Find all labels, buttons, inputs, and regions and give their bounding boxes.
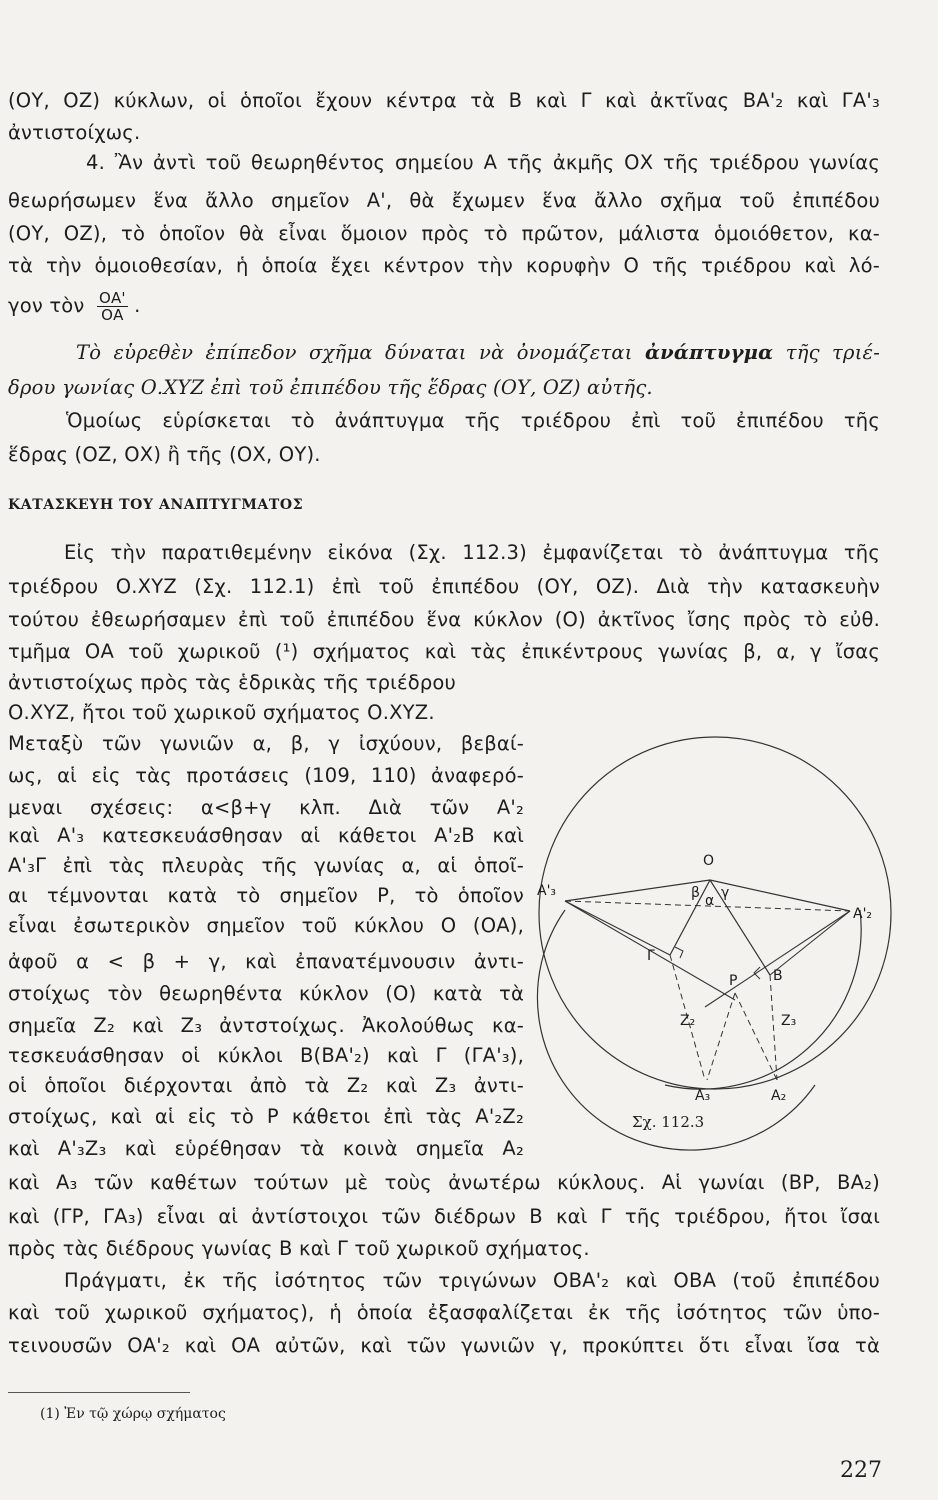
line-a3p-gamma bbox=[565, 901, 670, 955]
definition-line bbox=[76, 340, 880, 366]
definition-text: Τὸ εὑρεθὲν ἐπίπεδον σχῆμα δύναται νὰ ὀνομάζεται bbox=[76, 341, 633, 364]
text-line: καὶ Α₃ τῶν καθέτων τούτων μὲ τοὺς ἀνωτέρω κύκλους. Αἱ γωνίαι (ΒΡ, ΒΑ₂) bbox=[8, 1171, 880, 1194]
ratio-numerator: ΟΑ' bbox=[98, 289, 126, 307]
ratio-fraction bbox=[97, 290, 128, 323]
text-line: Εἰς τὴν παρατιθεμένην εἰκόνα (Σχ. 112.3) ἐμφανίζεται τὸ ἀνάπτυγμα τῆς bbox=[64, 541, 880, 564]
text-line: Μεταξὺ τῶν γωνιῶν α, β, γ ἰσχύουν, βεβαί- bbox=[8, 732, 524, 755]
definition-line: δρου γωνίας Ο.ΧΥΖ ἐπὶ τοῦ ἐπιπέδου τῆς ἕδρας (ΟΥ, ΟΖ) αὐτῆς. bbox=[8, 376, 653, 399]
text-line: καὶ (ΓΡ, ΓΑ₃) εἶναι αἱ ἀντίστοιχοι τῶν διέδρων Β καὶ Γ τῆς τριέδρου, ἤτοι ἴσαι bbox=[8, 1205, 880, 1228]
text-line: εἶναι ἐσωτερικὸν σημεῖον τοῦ κύκλου Ο (ΟΑ), bbox=[8, 914, 524, 937]
text-line: καὶ τοῦ χωρικοῦ σχήματος), ἡ ὁποία ἐξασφαλίζεται ἐκ τῆς ἰσότητος τῶν ὑπο- bbox=[8, 1301, 880, 1324]
text-line: ἕδρας (ΟΖ, ΟΧ) ἢ τῆς (ΟΧ, ΟΥ). bbox=[8, 443, 321, 466]
footnote-rule bbox=[8, 1392, 190, 1393]
text-line: καὶ Α'₃Ζ₃ καὶ εὑρέθησαν τὰ κοινὰ σημεῖα Α₂ bbox=[8, 1137, 524, 1160]
label-z2: Z₂ bbox=[680, 1013, 696, 1029]
text-line: στοίχως, καὶ αἱ εἰς τὸ Ρ κάθετοι ἐπὶ τὰς Α'₂Ζ₂ bbox=[8, 1105, 524, 1128]
text-line: Πράγματι, ἐκ τῆς ἰσότητος τῶν τριγώνων ΟΒΑ'₂ καὶ ΟΒΑ (τοῦ ἐπιπέδου bbox=[64, 1269, 880, 1292]
ratio-prefix: γον τὸν bbox=[8, 294, 85, 317]
text-line: τούτου ἐθεωρήσαμεν ἐπὶ τοῦ ἐπιπέδου ἕνα κύκλον (Ο) ἀκτῖνος ἴσης πρὸς τὸ εὐθ. bbox=[8, 608, 880, 631]
label-a2: A₂ bbox=[771, 1088, 787, 1104]
text-line: Ο.ΧΥΖ, ἤτοι τοῦ χωρικοῦ σχήματος Ο.ΧΥΖ. bbox=[8, 701, 435, 724]
section-heading: ΚΑΤΑΣΚΕΥΗ ΤΟΥ ΑΝΑΠΤΥΓΜΑΤΟΣ bbox=[8, 497, 304, 513]
text-line: (ΟΥ, ΟΖ), τὸ ὁποῖον θὰ εἶναι ὅμοιον πρὸς τὸ πρῶτον, μάλιστα ὁμοιόθετον, κα- bbox=[8, 222, 880, 245]
text-line: (ΟΥ, ΟΖ) κύκλων, οἱ ὁποῖοι ἔχουν κέντρα τὰ Β καὶ Γ καὶ ἀκτῖνας ΒΑ'₂ καὶ ΓΑ'₃ bbox=[8, 89, 880, 112]
line-o-a2p bbox=[710, 880, 850, 911]
right-angle-mark bbox=[675, 947, 683, 958]
text-line: ἀντιστοίχως. bbox=[8, 121, 141, 144]
definition-text: τῆς τριέ- bbox=[785, 341, 881, 364]
figure-caption: Σχ. 112.3 bbox=[632, 1113, 705, 1131]
circle-b bbox=[665, 910, 861, 1089]
text-line: Α'₃Γ ἐπὶ τὰς πλευρὰς τῆς γωνίας α, αἱ ὁποῖ- bbox=[8, 854, 524, 877]
text-line: ως, αἱ εἰς τὰς προτάσεις (109, 110) ἀναφερό- bbox=[8, 764, 524, 787]
text-line: τεινουσῶν ΟΑ'₂ καὶ ΟΑ αὐτῶν, καὶ τῶν γωνιῶν γ, προκύπτει ὅτι εἶναι ἴσα τὰ bbox=[8, 1334, 880, 1357]
text-line: ἀφοῦ α < β + γ, καὶ ἐπανατέμνουσιν ἀντι- bbox=[8, 950, 524, 973]
line-p-a3 bbox=[707, 993, 735, 1080]
text-line: τμῆμα ΟΑ τοῦ χωρικοῦ (¹) σχήματος καὶ τὰς ἐπικέντρους γωνίας β, α, γ ἴσας bbox=[8, 640, 880, 663]
line-a2p-z2 bbox=[705, 911, 850, 1007]
label-p: P bbox=[729, 973, 738, 989]
label-b: B bbox=[773, 968, 783, 984]
definition-term: ἀνάπτυγμα bbox=[644, 341, 774, 364]
line-o-a3p bbox=[565, 880, 710, 901]
footnote: (1) Ἐν τῷ χώρῳ σχήματος bbox=[40, 1406, 226, 1422]
text-line: καὶ Α'₃ κατεσκευάσθησαν αἱ κάθετοι Α'₂Β καὶ bbox=[8, 824, 524, 847]
text-line: μεναι σχέσεις: α<β+γ κλπ. Διὰ τῶν Α'₂ bbox=[8, 796, 524, 819]
text-line: τριέδρου Ο.ΧΥΖ (Σχ. 112.1) ἐπὶ τοῦ ἐπιπέδου (ΟΥ, ΟΖ). Διὰ τὴν κατασκευὴν bbox=[8, 575, 880, 598]
label-alpha: α bbox=[705, 893, 715, 909]
text-line: σημεῖα Ζ₂ καὶ Ζ₃ ἀντστοίχως. Ἀκολούθως κα- bbox=[8, 1014, 524, 1037]
circle-o bbox=[539, 737, 891, 1089]
line-o-gamma bbox=[670, 880, 710, 955]
label-beta: β bbox=[691, 885, 700, 901]
text-line: στοίχως τὸν θεωρηθέντα κύκλον (Ο) κατὰ τὰ bbox=[8, 982, 524, 1005]
text-line: 4. Ἂν ἀντὶ τοῦ θεωρηθέντος σημείου Α τῆς ἀκμῆς ΟΧ τῆς τριέδρου γωνίας bbox=[86, 151, 880, 174]
text-line: ἀντιστοίχως πρὸς τὰς ἑδρικὰς τῆς τριέδρου bbox=[8, 671, 457, 694]
text-line: πρὸς τὰς διέδρους γωνίας Β καὶ Γ τοῦ χωρικοῦ σχήματος. bbox=[8, 1237, 590, 1260]
line-a2p-b bbox=[770, 911, 850, 975]
text-line: θεωρήσωμεν ἕνα ἄλλο σημεῖον Α', θὰ ἔχωμεν ἕνα ἄλλο σχῆμα τοῦ ἐπιπέδου bbox=[8, 189, 880, 212]
text-line: τὰ τὴν ὁμοιοθεσίαν, ἡ ὁποία ἔχει κέντρον τὴν κορυφὴν Ο τῆς τριέδρου καὶ λό- bbox=[8, 254, 880, 277]
line-b-a2 bbox=[770, 975, 777, 1080]
ratio-suffix: . bbox=[134, 294, 141, 317]
page-number: 227 bbox=[840, 1458, 882, 1483]
label-a2-prime: A'₂ bbox=[853, 906, 873, 922]
ratio-denominator: ΟΑ bbox=[101, 306, 124, 324]
line-o-b bbox=[710, 880, 770, 975]
text-line: Ὁμοίως εὑρίσκεται τὸ ἀνάπτυγμα τῆς τριέδρου ἐπὶ τοῦ ἐπιπέδου τῆς bbox=[66, 409, 880, 432]
ratio-line bbox=[8, 290, 880, 323]
label-gamma-point: Γ bbox=[647, 948, 655, 964]
label-z3: Z₃ bbox=[781, 1013, 797, 1029]
label-gamma: γ bbox=[721, 885, 730, 901]
line-p-a2 bbox=[735, 993, 777, 1080]
text-line: αι τέμνονται κατὰ τὸ σημεῖον Ρ, τὸ ὁποῖον bbox=[8, 884, 524, 907]
text-line: οἱ ὁποῖοι διέρχονται ἀπὸ τὰ Ζ₂ καὶ Ζ₃ ἀντι- bbox=[8, 1074, 524, 1097]
label-a3: A₃ bbox=[695, 1088, 711, 1104]
figure-112-3 bbox=[537, 735, 885, 1115]
label-a3-prime: A'₃ bbox=[537, 883, 557, 899]
text-line: τεσκευάσθησαν οἱ κύκλοι Β(ΒΑ'₂) καὶ Γ (ΓΑ'₃), bbox=[8, 1044, 524, 1067]
label-o: O bbox=[703, 853, 715, 869]
